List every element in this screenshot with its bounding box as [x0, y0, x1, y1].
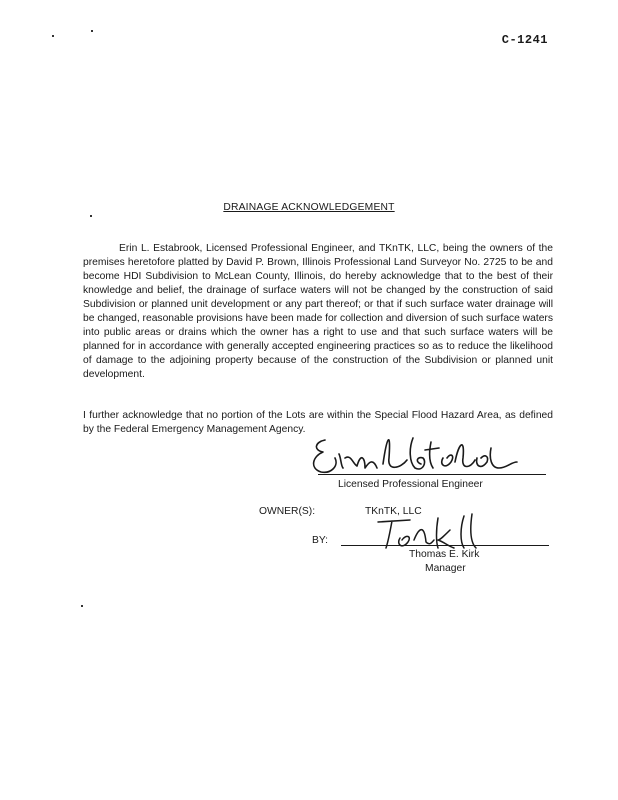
engineer-signature-line	[318, 474, 546, 475]
flood-hazard-paragraph: I further acknowledge that no portion of the Lots are within the Special Flood Hazard Area, as defined by the Federal Emergency Management Agency.	[83, 410, 553, 435]
acknowledgement-paragraph: Erin L. Estabrook, Licensed Professional Engineer, and TKnTK, LLC, being the owners of the premises heretofore platted by David P. Brown, Illinois Professional Land Surveyor No. 2725 to be and become HDI Subdivision to McLean County, Illinois, do hereby acknowledge that to the best of their knowledge and belief, the drainage of surface waters will not be changed by the construction of said Subdivision or planned unit development or any part thereof; or that if such surface water drainage will be changed, reasonable provisions have been made for collection and diversion of such surface waters into public areas or drains which the owner has a right to use and that such surface waters will be planned for in accordance with generally accepted engineering practices so as to reduce the likelihood of damage to the adjoining property because of the construction of the Subdivision or planned unit development.	[83, 243, 553, 380]
owner-role: Manager	[425, 563, 466, 574]
document-id: C-1241	[501, 33, 548, 47]
owner-name: Thomas E. Kirk	[409, 549, 480, 560]
owners-label: OWNER(S):	[259, 506, 316, 517]
by-label: BY:	[312, 535, 329, 546]
engineer-caption: Licensed Professional Engineer	[338, 479, 483, 490]
owner-company: TKnTK, LLC	[365, 506, 422, 517]
document-title: DRAINAGE ACKNOWLEDGEMENT	[223, 202, 395, 213]
owner-signature	[372, 512, 492, 552]
